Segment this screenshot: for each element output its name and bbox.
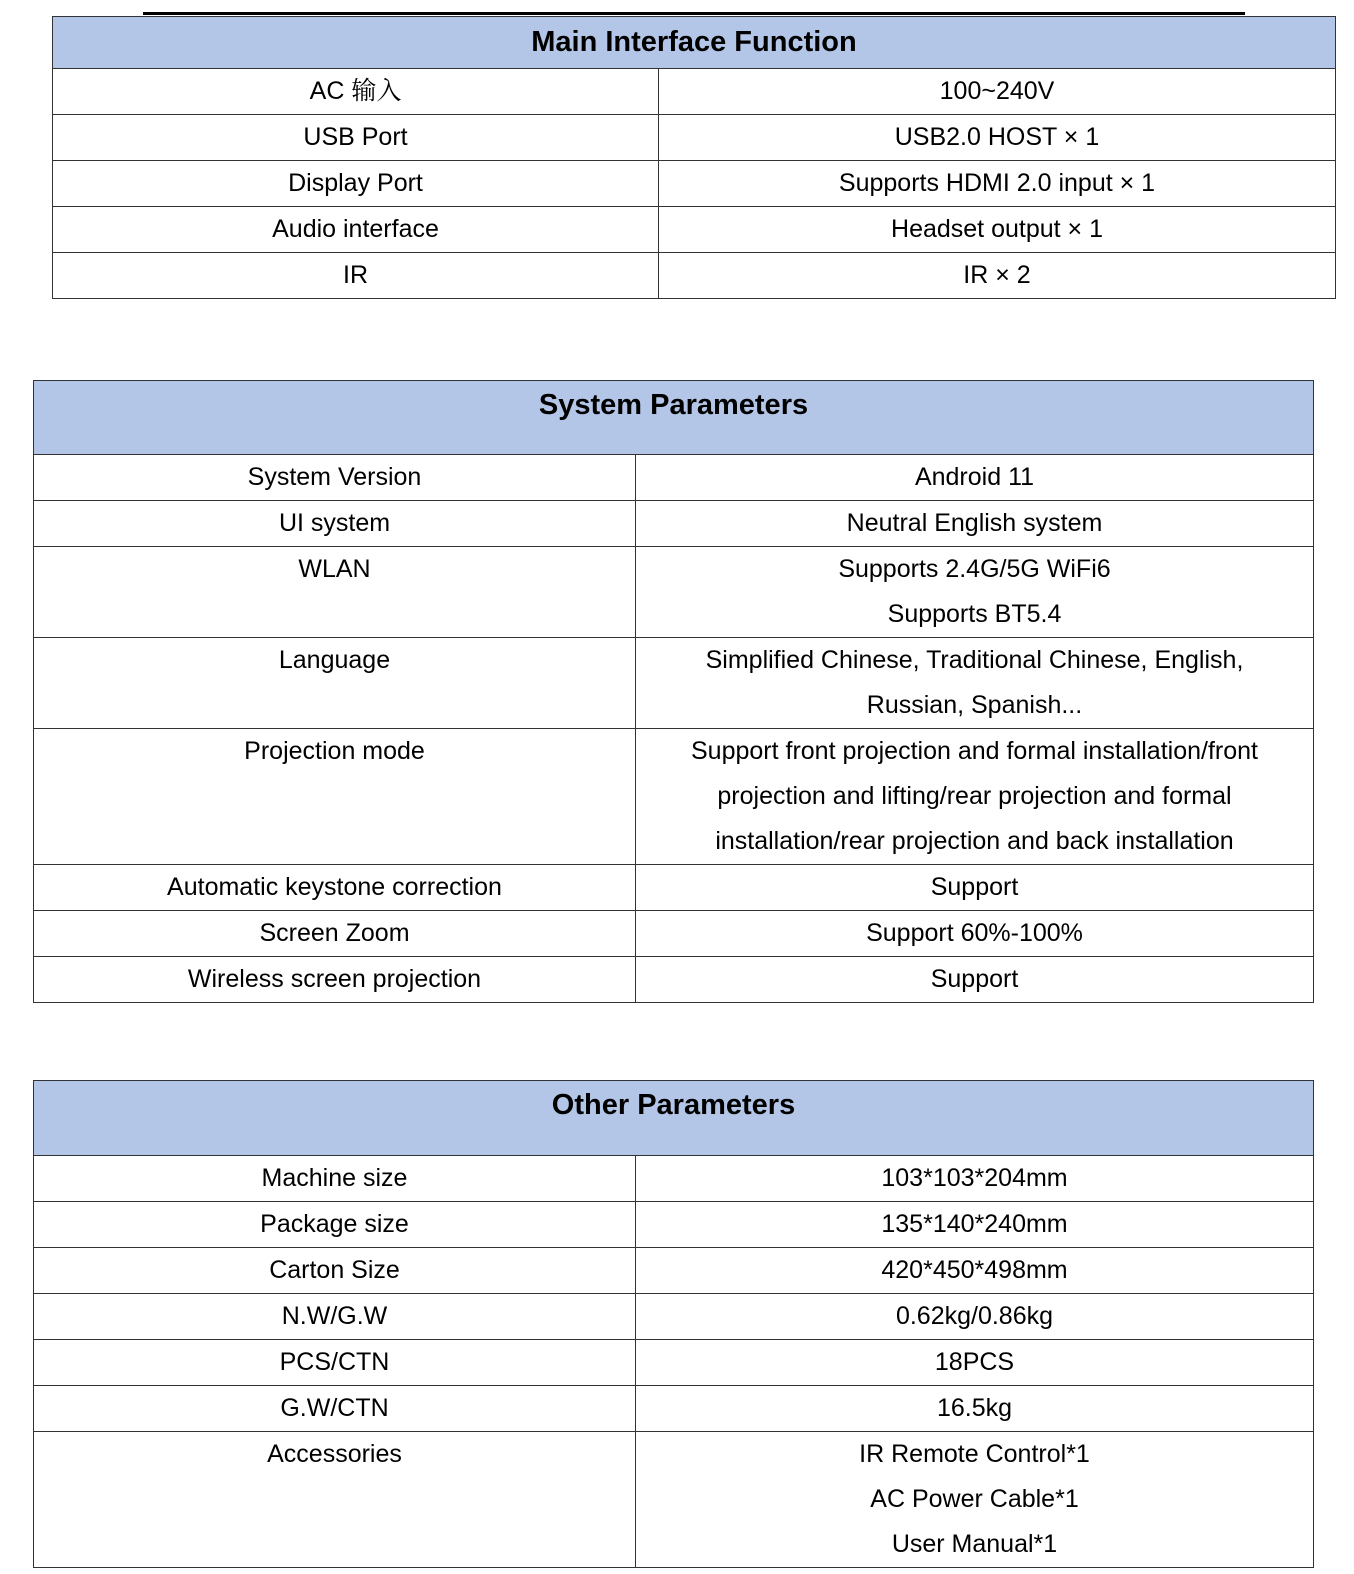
row-label: Accessories xyxy=(34,1432,636,1568)
value-line: Support xyxy=(930,873,1019,901)
row-label: System Version xyxy=(34,455,636,501)
row-label: UI system xyxy=(34,501,636,547)
row-label: Wireless screen projection xyxy=(34,957,636,1003)
value-line: Headset output × 1 xyxy=(891,215,1103,243)
value-line: 18PCS xyxy=(934,1348,1015,1376)
value-line: 420*450*498mm xyxy=(881,1256,1068,1284)
value-line: 0.62kg/0.86kg xyxy=(895,1302,1054,1330)
table-row xyxy=(53,161,1336,207)
table-row xyxy=(53,69,1336,115)
table-row xyxy=(34,1248,1314,1294)
value-line: USB2.0 HOST × 1 xyxy=(894,123,1100,151)
row-value xyxy=(636,865,1314,911)
row-value xyxy=(636,547,1314,638)
row-value xyxy=(636,501,1314,547)
row-value xyxy=(636,638,1314,729)
row-value xyxy=(636,1156,1314,1202)
table-title: Other Parameters xyxy=(34,1081,1314,1156)
row-value xyxy=(636,455,1314,501)
row-value xyxy=(636,1386,1314,1432)
value-line: Android 11 xyxy=(914,463,1035,491)
row-value xyxy=(659,253,1336,299)
table-row xyxy=(34,501,1314,547)
value-line: IR × 2 xyxy=(963,261,1031,289)
row-value xyxy=(636,729,1314,865)
table-row xyxy=(34,911,1314,957)
table-row xyxy=(34,1156,1314,1202)
table-row xyxy=(34,547,1314,638)
value-line: IR Remote Control*1 xyxy=(859,1440,1090,1468)
value-line: Support 60%-100% xyxy=(866,919,1083,947)
row-label: Automatic keystone correction xyxy=(34,865,636,911)
value-line: Support xyxy=(930,965,1019,993)
table-row xyxy=(34,1386,1314,1432)
other-parameters-table xyxy=(33,1080,1314,1568)
value-line: Simplified Chinese, Traditional Chinese, English, xyxy=(705,646,1244,674)
system-parameters-table xyxy=(33,380,1314,1003)
value-line: Support front projection and formal installation/front xyxy=(691,737,1258,765)
value-line: 100~240V xyxy=(939,77,1055,105)
row-value xyxy=(636,1432,1314,1568)
table-row xyxy=(53,115,1336,161)
row-value xyxy=(636,1294,1314,1340)
table-row xyxy=(34,729,1314,865)
table-row xyxy=(34,1340,1314,1386)
row-label: IR xyxy=(53,253,659,299)
value-line: 135*140*240mm xyxy=(881,1210,1068,1238)
row-label: Carton Size xyxy=(34,1248,636,1294)
table-title: Main Interface Function xyxy=(53,17,1336,69)
row-label: USB Port xyxy=(53,115,659,161)
table-row xyxy=(53,253,1336,299)
table-row xyxy=(34,957,1314,1003)
row-label: Display Port xyxy=(53,161,659,207)
value-line: User Manual*1 xyxy=(891,1530,1058,1558)
value-line: 103*103*204mm xyxy=(881,1164,1068,1192)
table-row xyxy=(34,638,1314,729)
table-title: System Parameters xyxy=(34,381,1314,455)
row-value xyxy=(636,1202,1314,1248)
row-value xyxy=(636,911,1314,957)
row-label: Package size xyxy=(34,1202,636,1248)
row-label: G.W/CTN xyxy=(34,1386,636,1432)
row-label: Projection mode xyxy=(34,729,636,865)
main-interface-table xyxy=(52,16,1336,299)
row-value xyxy=(659,115,1336,161)
row-value xyxy=(636,957,1314,1003)
value-line: installation/rear projection and back installation xyxy=(715,827,1234,855)
row-label: PCS/CTN xyxy=(34,1340,636,1386)
value-line: 16.5kg xyxy=(936,1394,1013,1422)
row-value xyxy=(659,161,1336,207)
row-value xyxy=(659,207,1336,253)
row-label: Language xyxy=(34,638,636,729)
value-line: AC Power Cable*1 xyxy=(870,1485,1079,1513)
table-row xyxy=(53,207,1336,253)
value-line: Russian, Spanish... xyxy=(866,691,1083,719)
value-line: Supports HDMI 2.0 input × 1 xyxy=(838,169,1156,197)
row-value xyxy=(636,1340,1314,1386)
row-value xyxy=(659,69,1336,115)
table-row xyxy=(34,1294,1314,1340)
row-label: Audio interface xyxy=(53,207,659,253)
row-label: N.W/G.W xyxy=(34,1294,636,1340)
table-row xyxy=(34,1202,1314,1248)
value-line: projection and lifting/rear projection and formal xyxy=(717,782,1232,810)
value-line: Supports 2.4G/5G WiFi6 xyxy=(838,555,1111,583)
row-label: Machine size xyxy=(34,1156,636,1202)
table-row xyxy=(34,455,1314,501)
table-row xyxy=(34,1432,1314,1568)
row-label: Screen Zoom xyxy=(34,911,636,957)
table-row xyxy=(34,865,1314,911)
value-line: Neutral English system xyxy=(846,509,1103,537)
value-line: Supports BT5.4 xyxy=(887,600,1062,628)
row-label: AC 输入 xyxy=(53,69,659,115)
row-label: WLAN xyxy=(34,547,636,638)
top-rule xyxy=(143,12,1245,15)
row-value xyxy=(636,1248,1314,1294)
